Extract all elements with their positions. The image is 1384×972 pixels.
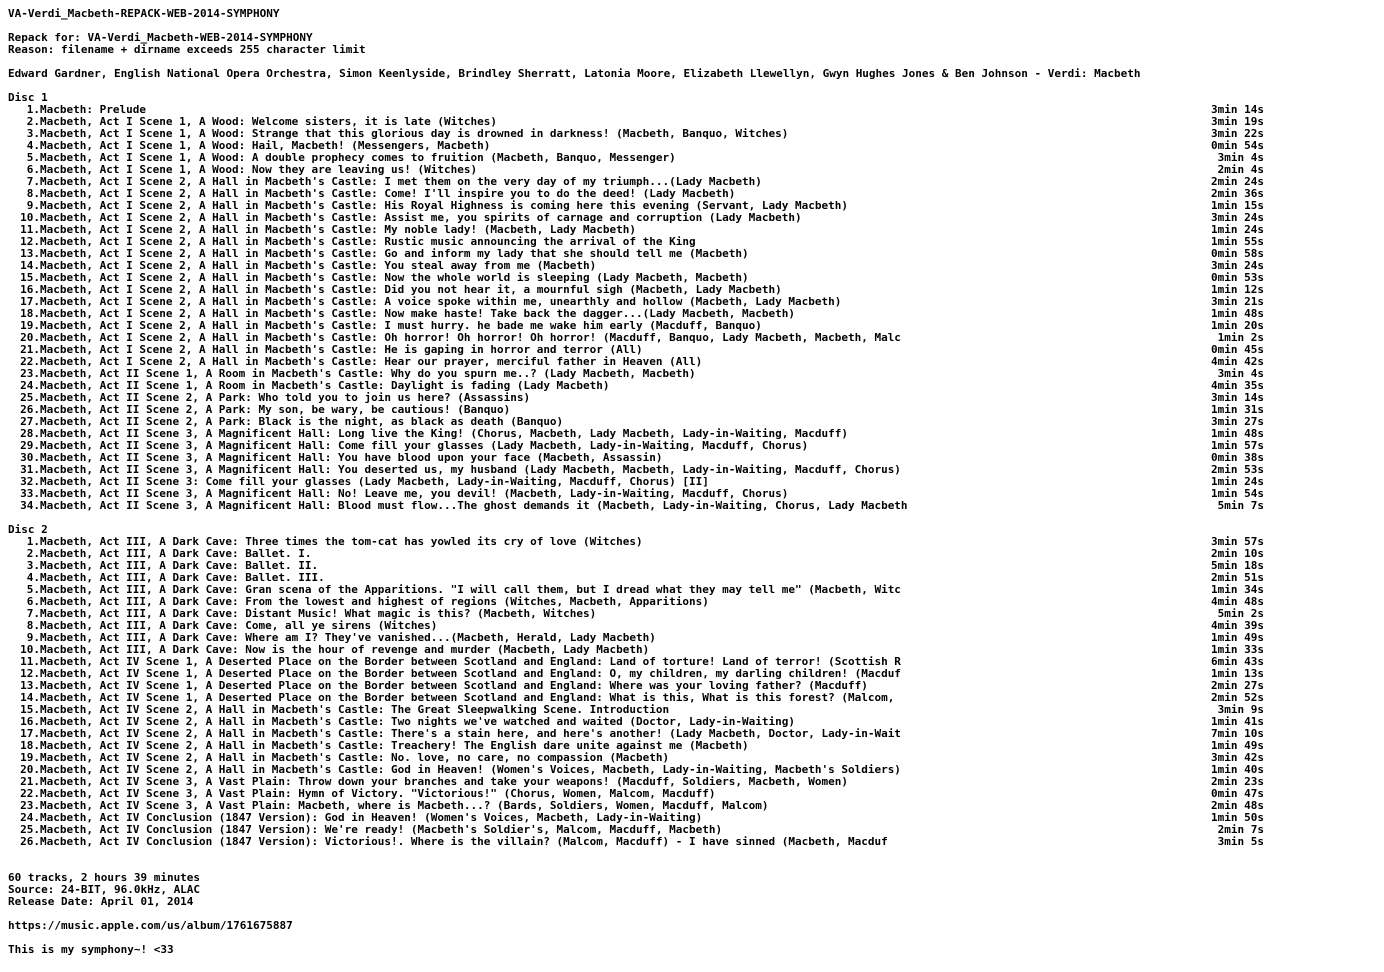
track-duration: 3min 4s	[1217, 368, 1264, 380]
track-number: 2.	[26, 548, 40, 560]
track-number: 18.	[20, 740, 40, 752]
track-number: 8.	[26, 620, 40, 632]
track-row	[8, 152, 1264, 164]
track-title: Macbeth, Act III, A Dark Cave: Ballet. III.	[40, 572, 325, 584]
track-duration: 4min 48s	[1211, 596, 1264, 608]
track-row	[8, 176, 1264, 188]
spacer	[8, 512, 1384, 524]
track-number: 9.	[26, 200, 40, 212]
track-row	[8, 500, 1264, 512]
track-title: Macbeth, Act I Scene 1, A Wood: Welcome sisters, it is late (Witches)	[40, 116, 497, 128]
source-info: Source: 24-BIT, 96.0kHz, ALAC	[8, 884, 201, 896]
track-row	[8, 644, 1264, 656]
track-duration: 3min 27s	[1211, 416, 1264, 428]
spacer	[8, 908, 1384, 920]
track-number: 25.	[20, 824, 40, 836]
track-duration: 5min 2s	[1217, 608, 1264, 620]
track-number: 16.	[20, 284, 40, 296]
track-number: 26.	[20, 836, 40, 848]
track-duration: 3min 4s	[1217, 152, 1264, 164]
track-duration: 2min 51s	[1211, 572, 1264, 584]
track-duration: 2min 23s	[1211, 776, 1264, 788]
track-row	[8, 248, 1264, 260]
track-title: Macbeth, Act I Scene 2, A Hall in Macbeth's Castle: Hear our prayer, merciful father in Heaven (All)	[40, 356, 703, 368]
track-number: 34.	[20, 500, 40, 512]
track-title: Macbeth, Act IV Scene 3, A Vast Plain: Throw down your branches and take your weapons! (Macduff, Soldiers, Macbeth, Women)	[40, 776, 848, 788]
track-row	[8, 332, 1264, 344]
track-number: 24.	[20, 812, 40, 824]
track-title: Macbeth, Act IV Scene 1, A Deserted Place on the Border between Scotland and England: What is this, What is this forest? (Malcom,	[40, 692, 895, 704]
track-title: Macbeth, Act I Scene 2, A Hall in Macbeth's Castle: Now make haste! Take back the dagger...(Lady Macbeth, Macbeth)	[40, 308, 795, 320]
track-title: Macbeth, Act IV Scene 3, A Vast Plain: Hymn of Victory. "Victorious!" (Chorus, Women, Malcom, Macduff)	[40, 788, 716, 800]
disc-section	[8, 92, 1384, 512]
track-duration: 1min 31s	[1211, 404, 1264, 416]
track-title: Macbeth, Act IV Scene 2, A Hall in Macbeth's Castle: Two nights we've watched and waited (Doctor, Lady-in-Waiting)	[40, 716, 795, 728]
track-row	[8, 752, 1264, 764]
track-duration: 3min 22s	[1211, 128, 1264, 140]
track-title: Macbeth, Act I Scene 2, A Hall in Macbeth's Castle: A voice spoke within me, unearthly and hollow (Macbeth, Lady Macbeth)	[40, 296, 842, 308]
track-row	[8, 776, 1264, 788]
track-number: 29.	[20, 440, 40, 452]
track-duration: 1min 48s	[1211, 308, 1264, 320]
track-number: 24.	[20, 380, 40, 392]
track-title: Macbeth, Act I Scene 1, A Wood: A double prophecy comes to fruition (Macbeth, Banquo, Messenger)	[40, 152, 676, 164]
track-title: Macbeth, Act III, A Dark Cave: Come, all ye sirens (Witches)	[40, 620, 438, 632]
track-duration: 1min 49s	[1211, 740, 1264, 752]
track-row	[8, 356, 1264, 368]
track-duration: 2min 10s	[1211, 548, 1264, 560]
track-number: 7.	[26, 608, 40, 620]
disc-label: Disc 1	[8, 92, 48, 104]
tracklist	[8, 536, 1384, 848]
track-row	[8, 668, 1264, 680]
artist-line: Edward Gardner, English National Opera Orchestra, Simon Keenlyside, Brindley Sherratt, Latonia Moore, Elizabeth Llewellyn, Gwyn Hughes Jones & Ben Johnson - Verdi: Macbeth	[8, 68, 1141, 80]
track-number: 4.	[26, 572, 40, 584]
track-row	[8, 452, 1264, 464]
track-number: 31.	[20, 464, 40, 476]
track-row	[8, 140, 1264, 152]
track-duration: 1min 55s	[1211, 236, 1264, 248]
track-number: 21.	[20, 344, 40, 356]
track-summary: 60 tracks, 2 hours 39 minutes	[8, 872, 201, 884]
disc-section	[8, 524, 1384, 848]
track-duration: 3min 57s	[1211, 536, 1264, 548]
track-row	[8, 440, 1264, 452]
track-title: Macbeth, Act IV Scene 1, A Deserted Place on the Border between Scotland and England: Land of torture! Land of terror! (Scottish R	[40, 656, 901, 668]
track-row	[8, 824, 1264, 836]
track-row	[8, 812, 1264, 824]
track-duration: 6min 43s	[1211, 656, 1264, 668]
track-duration: 3min 9s	[1217, 704, 1264, 716]
track-title: Macbeth, Act I Scene 2, A Hall in Macbeth's Castle: You steal away from me (Macbeth)	[40, 260, 597, 272]
track-number: 10.	[20, 644, 40, 656]
track-title: Macbeth, Act IV Scene 2, A Hall in Macbeth's Castle: There's a stain here, and here's another! (Lady Macbeth, Doctor, Lady-in-Wait	[40, 728, 901, 740]
track-row	[8, 116, 1264, 128]
track-duration: 3min 5s	[1217, 836, 1264, 848]
track-duration: 1min 40s	[1211, 764, 1264, 776]
track-number: 16.	[20, 716, 40, 728]
repack-reason: Reason: filename + dirname exceeds 255 character limit	[8, 44, 366, 56]
track-row	[8, 632, 1264, 644]
spacer	[8, 80, 1384, 92]
track-number: 2.	[26, 116, 40, 128]
track-number: 20.	[20, 332, 40, 344]
spacer	[8, 20, 1384, 32]
track-number: 32.	[20, 476, 40, 488]
track-number: 17.	[20, 728, 40, 740]
track-number: 5.	[26, 584, 40, 596]
track-title: Macbeth, Act I Scene 2, A Hall in Macbeth's Castle: Go and inform my lady that she should tell me (Macbeth)	[40, 248, 749, 260]
track-number: 6.	[26, 596, 40, 608]
spacer	[8, 860, 1384, 872]
track-number: 28.	[20, 428, 40, 440]
track-row	[8, 488, 1264, 500]
track-title: Macbeth, Act II Scene 1, A Room in Macbeth's Castle: Why do you spurn me..? (Lady Macbeth, Macbeth)	[40, 368, 696, 380]
track-row	[8, 428, 1264, 440]
track-row	[8, 716, 1264, 728]
track-number: 33.	[20, 488, 40, 500]
track-title: Macbeth, Act I Scene 2, A Hall in Macbeth's Castle: My noble lady! (Macbeth, Lady Macbeth)	[40, 224, 637, 236]
track-title: Macbeth, Act II Scene 3, A Magnificent Hall: Long live the King! (Chorus, Macbeth, Lady Macbeth, Lady-in-Waiting, Macduff)	[40, 428, 848, 440]
track-row	[8, 296, 1264, 308]
signoff: This is my symphony~! <33	[8, 944, 174, 956]
track-duration: 0min 54s	[1211, 140, 1264, 152]
track-duration: 1min 57s	[1211, 440, 1264, 452]
disc-label: Disc 2	[8, 524, 48, 536]
track-title: Macbeth, Act I Scene 2, A Hall in Macbeth's Castle: Assist me, you spirits of carnage and corruption (Lady Macbeth)	[40, 212, 802, 224]
track-title: Macbeth, Act I Scene 1, A Wood: Strange that this glorious day is drowned in darkness! (Macbeth, Banquo, Witches)	[40, 128, 789, 140]
track-number: 7.	[26, 176, 40, 188]
track-row	[8, 620, 1264, 632]
track-title: Macbeth, Act II Scene 3, A Magnificent Hall: Come fill your glasses (Lady Macbeth, Lady-in-Waiting, Macduff, Chorus)	[40, 440, 809, 452]
track-title: Macbeth, Act IV Scene 2, A Hall in Macbeth's Castle: The Great Sleepwalking Scene. Introduction	[40, 704, 670, 716]
track-duration: 1min 2s	[1217, 332, 1264, 344]
track-title: Macbeth, Act III, A Dark Cave: Ballet. I.	[40, 548, 312, 560]
track-title: Macbeth, Act IV Scene 2, A Hall in Macbeth's Castle: Treachery! The English dare unite against me (Macbeth)	[40, 740, 749, 752]
track-number: 26.	[20, 404, 40, 416]
track-title: Macbeth, Act IV Conclusion (1847 Version): God in Heaven! (Women's Voices, Macbeth, Lady-in-Waiting)	[40, 812, 703, 824]
track-row	[8, 212, 1264, 224]
track-title: Macbeth, Act II Scene 3, A Magnificent Hall: Blood must flow...The ghost demands it (Macbeth, Lady-in-Waiting, Chorus, Lady Macbeth	[40, 500, 908, 512]
track-number: 18.	[20, 308, 40, 320]
track-duration: 2min 48s	[1211, 800, 1264, 812]
track-duration: 1min 33s	[1211, 644, 1264, 656]
track-number: 21.	[20, 776, 40, 788]
track-row	[8, 368, 1264, 380]
track-row	[8, 344, 1264, 356]
track-row	[8, 188, 1264, 200]
track-duration: 5min 7s	[1217, 500, 1264, 512]
track-title: Macbeth, Act II Scene 2, A Park: Who told you to join us here? (Assassins)	[40, 392, 531, 404]
track-title: Macbeth, Act IV Scene 2, A Hall in Macbeth's Castle: No. love, no care, no compassion (Macbeth)	[40, 752, 670, 764]
track-number: 27.	[20, 416, 40, 428]
track-title: Macbeth, Act II Scene 3, A Magnificent Hall: You deserted us, my husband (Lady Macbeth, Macbeth, Lady-in-Waiting, Macduff, Chorus)	[40, 464, 901, 476]
track-title: Macbeth, Act II Scene 3: Come fill your glasses (Lady Macbeth, Lady-in-Waiting, Macduff, Chorus) [II]	[40, 476, 709, 488]
track-title: Macbeth, Act IV Conclusion (1847 Version): Victorious!. Where is the villain? (Malcom, Macduff) - I have sinned (Macbeth, Macduf	[40, 836, 888, 848]
track-title: Macbeth, Act II Scene 2, A Park: My son, be wary, be cautious! (Banquo)	[40, 404, 511, 416]
track-number: 10.	[20, 212, 40, 224]
track-row	[8, 548, 1264, 560]
track-row	[8, 128, 1264, 140]
track-duration: 4min 39s	[1211, 620, 1264, 632]
track-row	[8, 272, 1264, 284]
track-row	[8, 740, 1264, 752]
track-duration: 3min 14s	[1211, 104, 1264, 116]
track-title: Macbeth, Act II Scene 2, A Park: Black is the night, as black as death (Banquo)	[40, 416, 564, 428]
track-number: 13.	[20, 680, 40, 692]
track-number: 19.	[20, 752, 40, 764]
track-duration: 2min 24s	[1211, 176, 1264, 188]
track-number: 1.	[26, 104, 40, 116]
track-row	[8, 692, 1264, 704]
track-duration: 2min 53s	[1211, 464, 1264, 476]
track-duration: 4min 35s	[1211, 380, 1264, 392]
track-number: 17.	[20, 296, 40, 308]
track-title: Macbeth, Act III, A Dark Cave: Distant Music! What magic is this? (Macbeth, Witches)	[40, 608, 597, 620]
track-row	[8, 104, 1264, 116]
track-title: Macbeth, Act IV Conclusion (1847 Version): We're ready! (Macbeth's Soldier's, Malcom, Macduff, Macbeth)	[40, 824, 723, 836]
track-duration: 1min 24s	[1211, 476, 1264, 488]
track-duration: 0min 58s	[1211, 248, 1264, 260]
track-row	[8, 284, 1264, 296]
track-row	[8, 608, 1264, 620]
track-duration: 2min 27s	[1211, 680, 1264, 692]
track-row	[8, 308, 1264, 320]
track-row	[8, 320, 1264, 332]
track-number: 30.	[20, 452, 40, 464]
track-number: 22.	[20, 356, 40, 368]
track-number: 20.	[20, 764, 40, 776]
track-number: 23.	[20, 368, 40, 380]
track-number: 14.	[20, 260, 40, 272]
track-row	[8, 476, 1264, 488]
track-row	[8, 164, 1264, 176]
spacer	[8, 848, 1384, 860]
track-duration: 5min 18s	[1211, 560, 1264, 572]
track-title: Macbeth, Act I Scene 2, A Hall in Macbeth's Castle: I met them on the very day of my triumph...(Lady Macbeth)	[40, 176, 762, 188]
spacer	[8, 932, 1384, 944]
track-row	[8, 764, 1264, 776]
track-duration: 1min 20s	[1211, 320, 1264, 332]
track-duration: 1min 54s	[1211, 488, 1264, 500]
track-row	[8, 260, 1264, 272]
track-number: 4.	[26, 140, 40, 152]
album-url-link[interactable]: https://music.apple.com/us/album/1761675887	[8, 920, 293, 932]
track-row	[8, 236, 1264, 248]
track-number: 15.	[20, 272, 40, 284]
track-title: Macbeth, Act III, A Dark Cave: Where am I? They've vanished...(Macbeth, Herald, Lady Macbeth)	[40, 632, 656, 644]
track-number: 13.	[20, 248, 40, 260]
track-title: Macbeth, Act II Scene 3, A Magnificent Hall: No! Leave me, you devil! (Macbeth, Lady-in-Waiting, Macduff, Chorus)	[40, 488, 789, 500]
track-number: 12.	[20, 668, 40, 680]
track-duration: 1min 24s	[1211, 224, 1264, 236]
track-number: 3.	[26, 560, 40, 572]
release-date: Release Date: April 01, 2014	[8, 896, 194, 908]
track-title: Macbeth, Act IV Scene 1, A Deserted Place on the Border between Scotland and England: Where was your loving father? (Macduff)	[40, 680, 868, 692]
track-row	[8, 800, 1264, 812]
track-number: 15.	[20, 704, 40, 716]
track-number: 6.	[26, 164, 40, 176]
track-number: 12.	[20, 236, 40, 248]
track-number: 22.	[20, 788, 40, 800]
track-number: 11.	[20, 224, 40, 236]
track-number: 1.	[26, 536, 40, 548]
track-title: Macbeth, Act I Scene 2, A Hall in Macbeth's Castle: Now the whole world is sleeping (Lady Macbeth, Macbeth)	[40, 272, 749, 284]
track-title: Macbeth, Act II Scene 3, A Magnificent Hall: You have blood upon your face (Macbeth, Assassin)	[40, 452, 663, 464]
track-number: 9.	[26, 632, 40, 644]
track-row	[8, 464, 1264, 476]
track-number: 25.	[20, 392, 40, 404]
track-row	[8, 560, 1264, 572]
track-row	[8, 536, 1264, 548]
spacer	[8, 56, 1384, 68]
track-number: 19.	[20, 320, 40, 332]
track-duration: 3min 24s	[1211, 212, 1264, 224]
track-duration: 2min 36s	[1211, 188, 1264, 200]
track-number: 8.	[26, 188, 40, 200]
track-title: Macbeth, Act IV Scene 2, A Hall in Macbeth's Castle: God in Heaven! (Women's Voices, Macbeth, Lady-in-Waiting, Macbeth's Soldiers)	[40, 764, 901, 776]
track-title: Macbeth: Prelude	[40, 104, 146, 116]
track-number: 3.	[26, 128, 40, 140]
track-row	[8, 788, 1264, 800]
track-duration: 3min 14s	[1211, 392, 1264, 404]
track-duration: 1min 50s	[1211, 812, 1264, 824]
track-title: Macbeth, Act III, A Dark Cave: Ballet. II.	[40, 560, 319, 572]
track-title: Macbeth, Act III, A Dark Cave: From the lowest and highest of regions (Witches, Macbeth, Apparitions)	[40, 596, 709, 608]
track-row	[8, 224, 1264, 236]
track-duration: 1min 49s	[1211, 632, 1264, 644]
track-duration: 0min 53s	[1211, 272, 1264, 284]
track-row	[8, 200, 1264, 212]
track-title: Macbeth, Act III, A Dark Cave: Gran scena of the Apparitions. "I will call them, but I dread what they may tell me" (Macbeth, Witc	[40, 584, 901, 596]
track-title: Macbeth, Act II Scene 1, A Room in Macbeth's Castle: Daylight is fading (Lady Macbeth)	[40, 380, 610, 392]
track-duration: 1min 13s	[1211, 668, 1264, 680]
track-row	[8, 584, 1264, 596]
track-duration: 7min 10s	[1211, 728, 1264, 740]
track-row	[8, 728, 1264, 740]
track-title: Macbeth, Act IV Scene 1, A Deserted Place on the Border between Scotland and England: O, my children, my darling children! (Macduf	[40, 668, 901, 680]
track-row	[8, 596, 1264, 608]
track-duration: 3min 24s	[1211, 260, 1264, 272]
tracklist	[8, 104, 1384, 512]
track-title: Macbeth, Act I Scene 2, A Hall in Macbeth's Castle: He is gaping in horror and terror (All)	[40, 344, 643, 356]
track-row	[8, 836, 1264, 848]
track-duration: 1min 41s	[1211, 716, 1264, 728]
repack-for: Repack for: VA-Verdi_Macbeth-WEB-2014-SYMPHONY	[8, 32, 313, 44]
track-duration: 1min 34s	[1211, 584, 1264, 596]
track-duration: 0min 45s	[1211, 344, 1264, 356]
track-title: Macbeth, Act I Scene 2, A Hall in Macbeth's Castle: His Royal Highness is coming here this evening (Servant, Lady Macbeth)	[40, 200, 848, 212]
track-duration: 3min 19s	[1211, 116, 1264, 128]
track-title: Macbeth, Act I Scene 2, A Hall in Macbeth's Castle: Did you not hear it, a mournful sigh (Macbeth, Lady Macbeth)	[40, 284, 782, 296]
track-title: Macbeth, Act III, A Dark Cave: Now is the hour of revenge and murder (Macbeth, Lady Macbeth)	[40, 644, 650, 656]
track-number: 14.	[20, 692, 40, 704]
track-row	[8, 392, 1264, 404]
track-duration: 0min 47s	[1211, 788, 1264, 800]
track-title: Macbeth, Act I Scene 2, A Hall in Macbeth's Castle: Oh horror! Oh horror! Oh horror! (Macduff, Banquo, Lady Macbeth, Macbeth, Malc	[40, 332, 901, 344]
track-duration: 2min 4s	[1217, 164, 1264, 176]
track-duration: 2min 7s	[1217, 824, 1264, 836]
track-duration: 2min 52s	[1211, 692, 1264, 704]
track-title: Macbeth, Act I Scene 1, A Wood: Now they are leaving us! (Witches)	[40, 164, 478, 176]
track-duration: 1min 15s	[1211, 200, 1264, 212]
track-duration: 1min 12s	[1211, 284, 1264, 296]
track-row	[8, 680, 1264, 692]
track-duration: 3min 42s	[1211, 752, 1264, 764]
track-title: Macbeth, Act I Scene 2, A Hall in Macbeth's Castle: Rustic music announcing the arrival of the King	[40, 236, 696, 248]
track-title: Macbeth, Act I Scene 2, A Hall in Macbeth's Castle: I must hurry. he bade me wake him early (Macduff, Banquo)	[40, 320, 762, 332]
track-number: 5.	[26, 152, 40, 164]
track-row	[8, 380, 1264, 392]
track-title: Macbeth, Act I Scene 1, A Wood: Hail, Macbeth! (Messengers, Macbeth)	[40, 140, 491, 152]
track-row	[8, 572, 1264, 584]
track-duration: 1min 48s	[1211, 428, 1264, 440]
track-row	[8, 416, 1264, 428]
track-number: 11.	[20, 656, 40, 668]
track-row	[8, 404, 1264, 416]
track-title: Macbeth, Act III, A Dark Cave: Three times the tom-cat has yowled its cry of love (Witches)	[40, 536, 643, 548]
track-number: 23.	[20, 800, 40, 812]
track-title: Macbeth, Act I Scene 2, A Hall in Macbeth's Castle: Come! I'll inspire you to do the deed! (Lady Macbeth)	[40, 188, 736, 200]
track-duration: 3min 21s	[1211, 296, 1264, 308]
track-title: Macbeth, Act IV Scene 3, A Vast Plain: Macbeth, where is Macbeth...? (Bards, Soldiers, Women, Macduff, Malcom)	[40, 800, 769, 812]
track-row	[8, 656, 1264, 668]
track-row	[8, 704, 1264, 716]
release-name: VA-Verdi_Macbeth-REPACK-WEB-2014-SYMPHONY	[8, 8, 280, 20]
track-duration: 4min 42s	[1211, 356, 1264, 368]
track-duration: 0min 38s	[1211, 452, 1264, 464]
